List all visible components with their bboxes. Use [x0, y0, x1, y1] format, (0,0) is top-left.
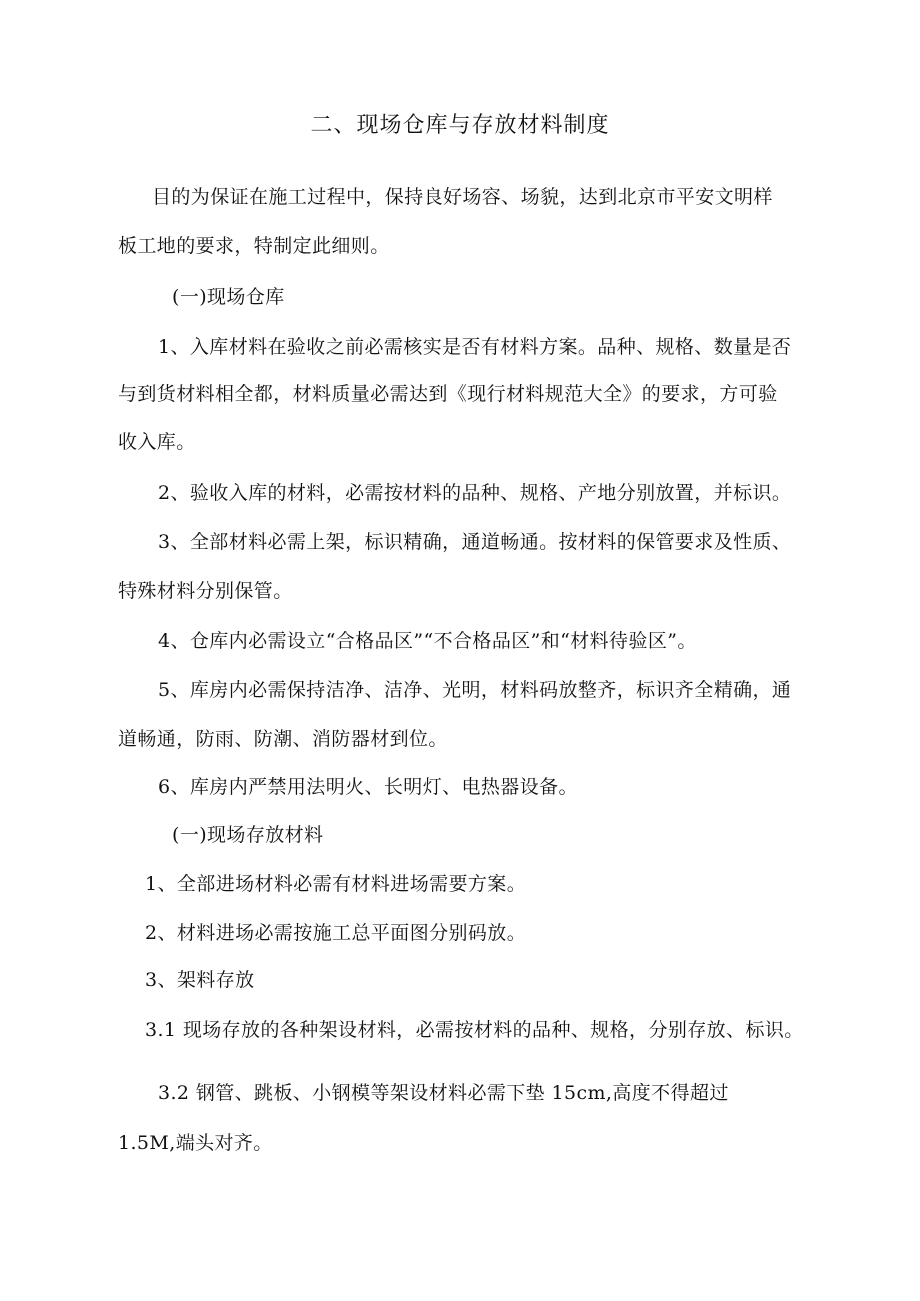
intro-line-1: 目的为保证在施工过程中，保持良好场容、场貌，达到北京市平安文明样 [152, 186, 773, 208]
section1-item6: 6、库房内严禁用法明火、长明灯、电热器设备。 [158, 776, 578, 798]
section1-item4: 4、仓库内必需设立“合格品区”“不合格品区”和“材料待验区”。 [158, 630, 697, 652]
page-title: 二、现场仓库与存放材料制度 [310, 113, 610, 138]
section1-item5-line2: 道畅通，防雨、防潮、消防器材到位。 [118, 728, 448, 750]
section2-item1: 1、全部进场材料必需有材料进场需要方案。 [145, 873, 527, 895]
section2-item3-2-line1: 3.2 钢管、跳板、小钢模等架设材料必需下垫 15cm,高度不得超过 [158, 1082, 729, 1104]
section1-heading: (一)现场仓库 [172, 286, 285, 308]
section1-item5-line1: 5、库房内必需保持洁净、洁净、光明，材料码放整齐，标识齐全精确，通 [158, 679, 792, 701]
intro-line-2: 板工地的要求，特制定此细则。 [118, 235, 390, 257]
section2-heading: (一)现场存放材料 [172, 824, 324, 846]
section1-item1-line3: 收入库。 [118, 431, 196, 453]
section1-item1-line2: 与到货材料相全都，材料质量必需达到《现行材料规范大全》的要求，方可验 [118, 383, 778, 405]
section1-item3-line2: 特殊材料分别保管。 [118, 580, 293, 602]
section1-item3-line1: 3、全部材料必需上架，标识精确，通道畅通。按材料的保管要求及性质、 [158, 531, 792, 553]
section2-item3: 3、架料存放 [145, 969, 255, 991]
section2-item3-2-line2: 1.5M,端头对齐。 [118, 1132, 273, 1154]
section2-item3-1: 3.1 现场存放的各种架设材料，必需按材料的品种、规格，分别存放、标识。 [145, 1019, 804, 1041]
section1-item1-line1: 1、入库材料在验收之前必需核实是否有材料方案。品种、规格、数量是否 [158, 336, 792, 358]
section1-item2: 2、验收入库的材料，必需按材料的品种、规格、产地分别放置，并标识。 [158, 482, 792, 504]
section2-item2: 2、材料进场必需按施工总平面图分别码放。 [145, 922, 527, 944]
